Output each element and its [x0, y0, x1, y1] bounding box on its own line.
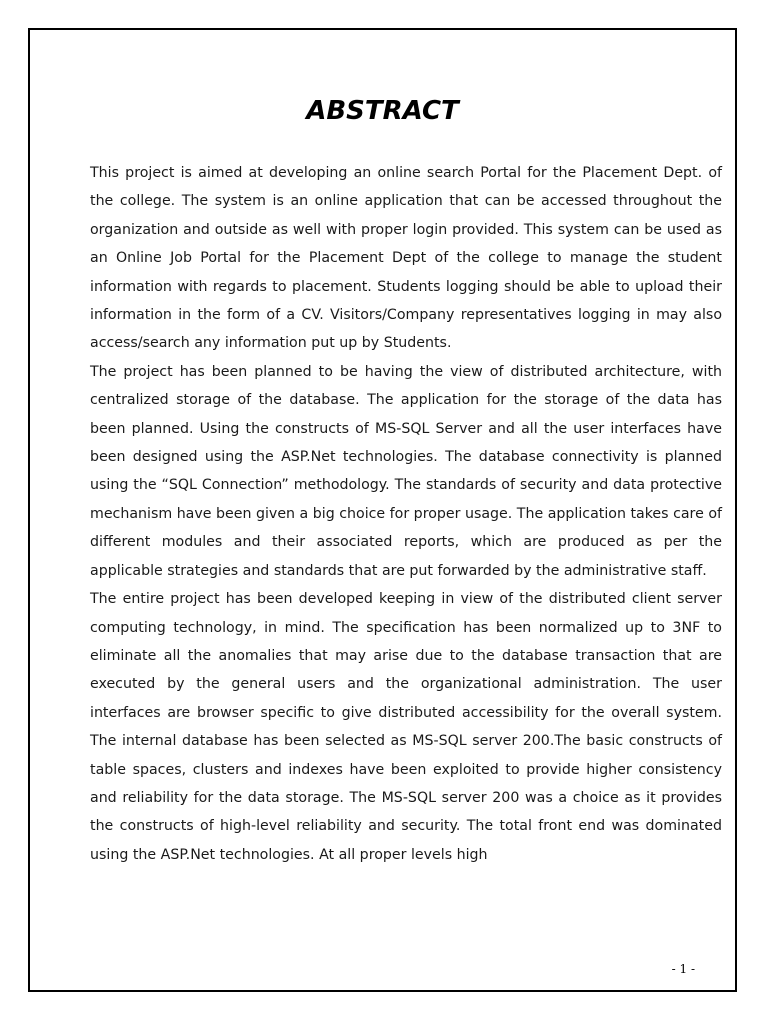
- paragraph-3: The entire project has been developed keeping in view of the distributed client server computing technology, in mind. The specification has been normalized up to 3NF to eliminate all the anomalies that may arise due to the database transaction that are executed by the general users and the organizational administration. The user interfaces are browser specific to give distributed accessibility for the overall system. The internal database has been selected as MS-SQL server 200.The basic constructs of table spaces, clusters and indexes have been exploited to provide higher consistency and reliability for the data storage. The MS-SQL server 200 was a choice as it provides the constructs of high-level reliability and security. The total front end was dominated using the ASP.Net technologies. At all proper levels high: [90, 591, 722, 863]
- paragraph-1: This project is aimed at developing an online search Portal for the Placement Dept. of the college. The system is an online application that can be accessed throughout the organization and outside as well with proper login provided. This system can be used as an Online Job Portal for the Placement Dept of the college to manage the student information with regards to placement. Students logging should be able to upload their information in the form of a CV. Visitors/Company representatives logging in may also access/search any information put up by Students.: [90, 165, 722, 352]
- paragraph-2: The project has been planned to be having the view of distributed architecture, with centralized storage of the database. The application for the storage of the data has been planned. Using the constructs of MS-SQL Server and all the user interfaces have been designed using the ASP.Net technologies. The database connectivity is planned using the “SQL Connection” methodology. The standards of security and data protective mechanism have been given a big choice for proper usage. The application takes care of different modules and their associated reports, which are produced as per the applicable strategies and standards that are put forwarded by the administrative staff.: [90, 363, 722, 579]
- abstract-body: [90, 159, 722, 869]
- page-title: ABSTRACT: [306, 96, 459, 126]
- page-number: - 1 -: [671, 962, 695, 976]
- page-border: [28, 28, 737, 992]
